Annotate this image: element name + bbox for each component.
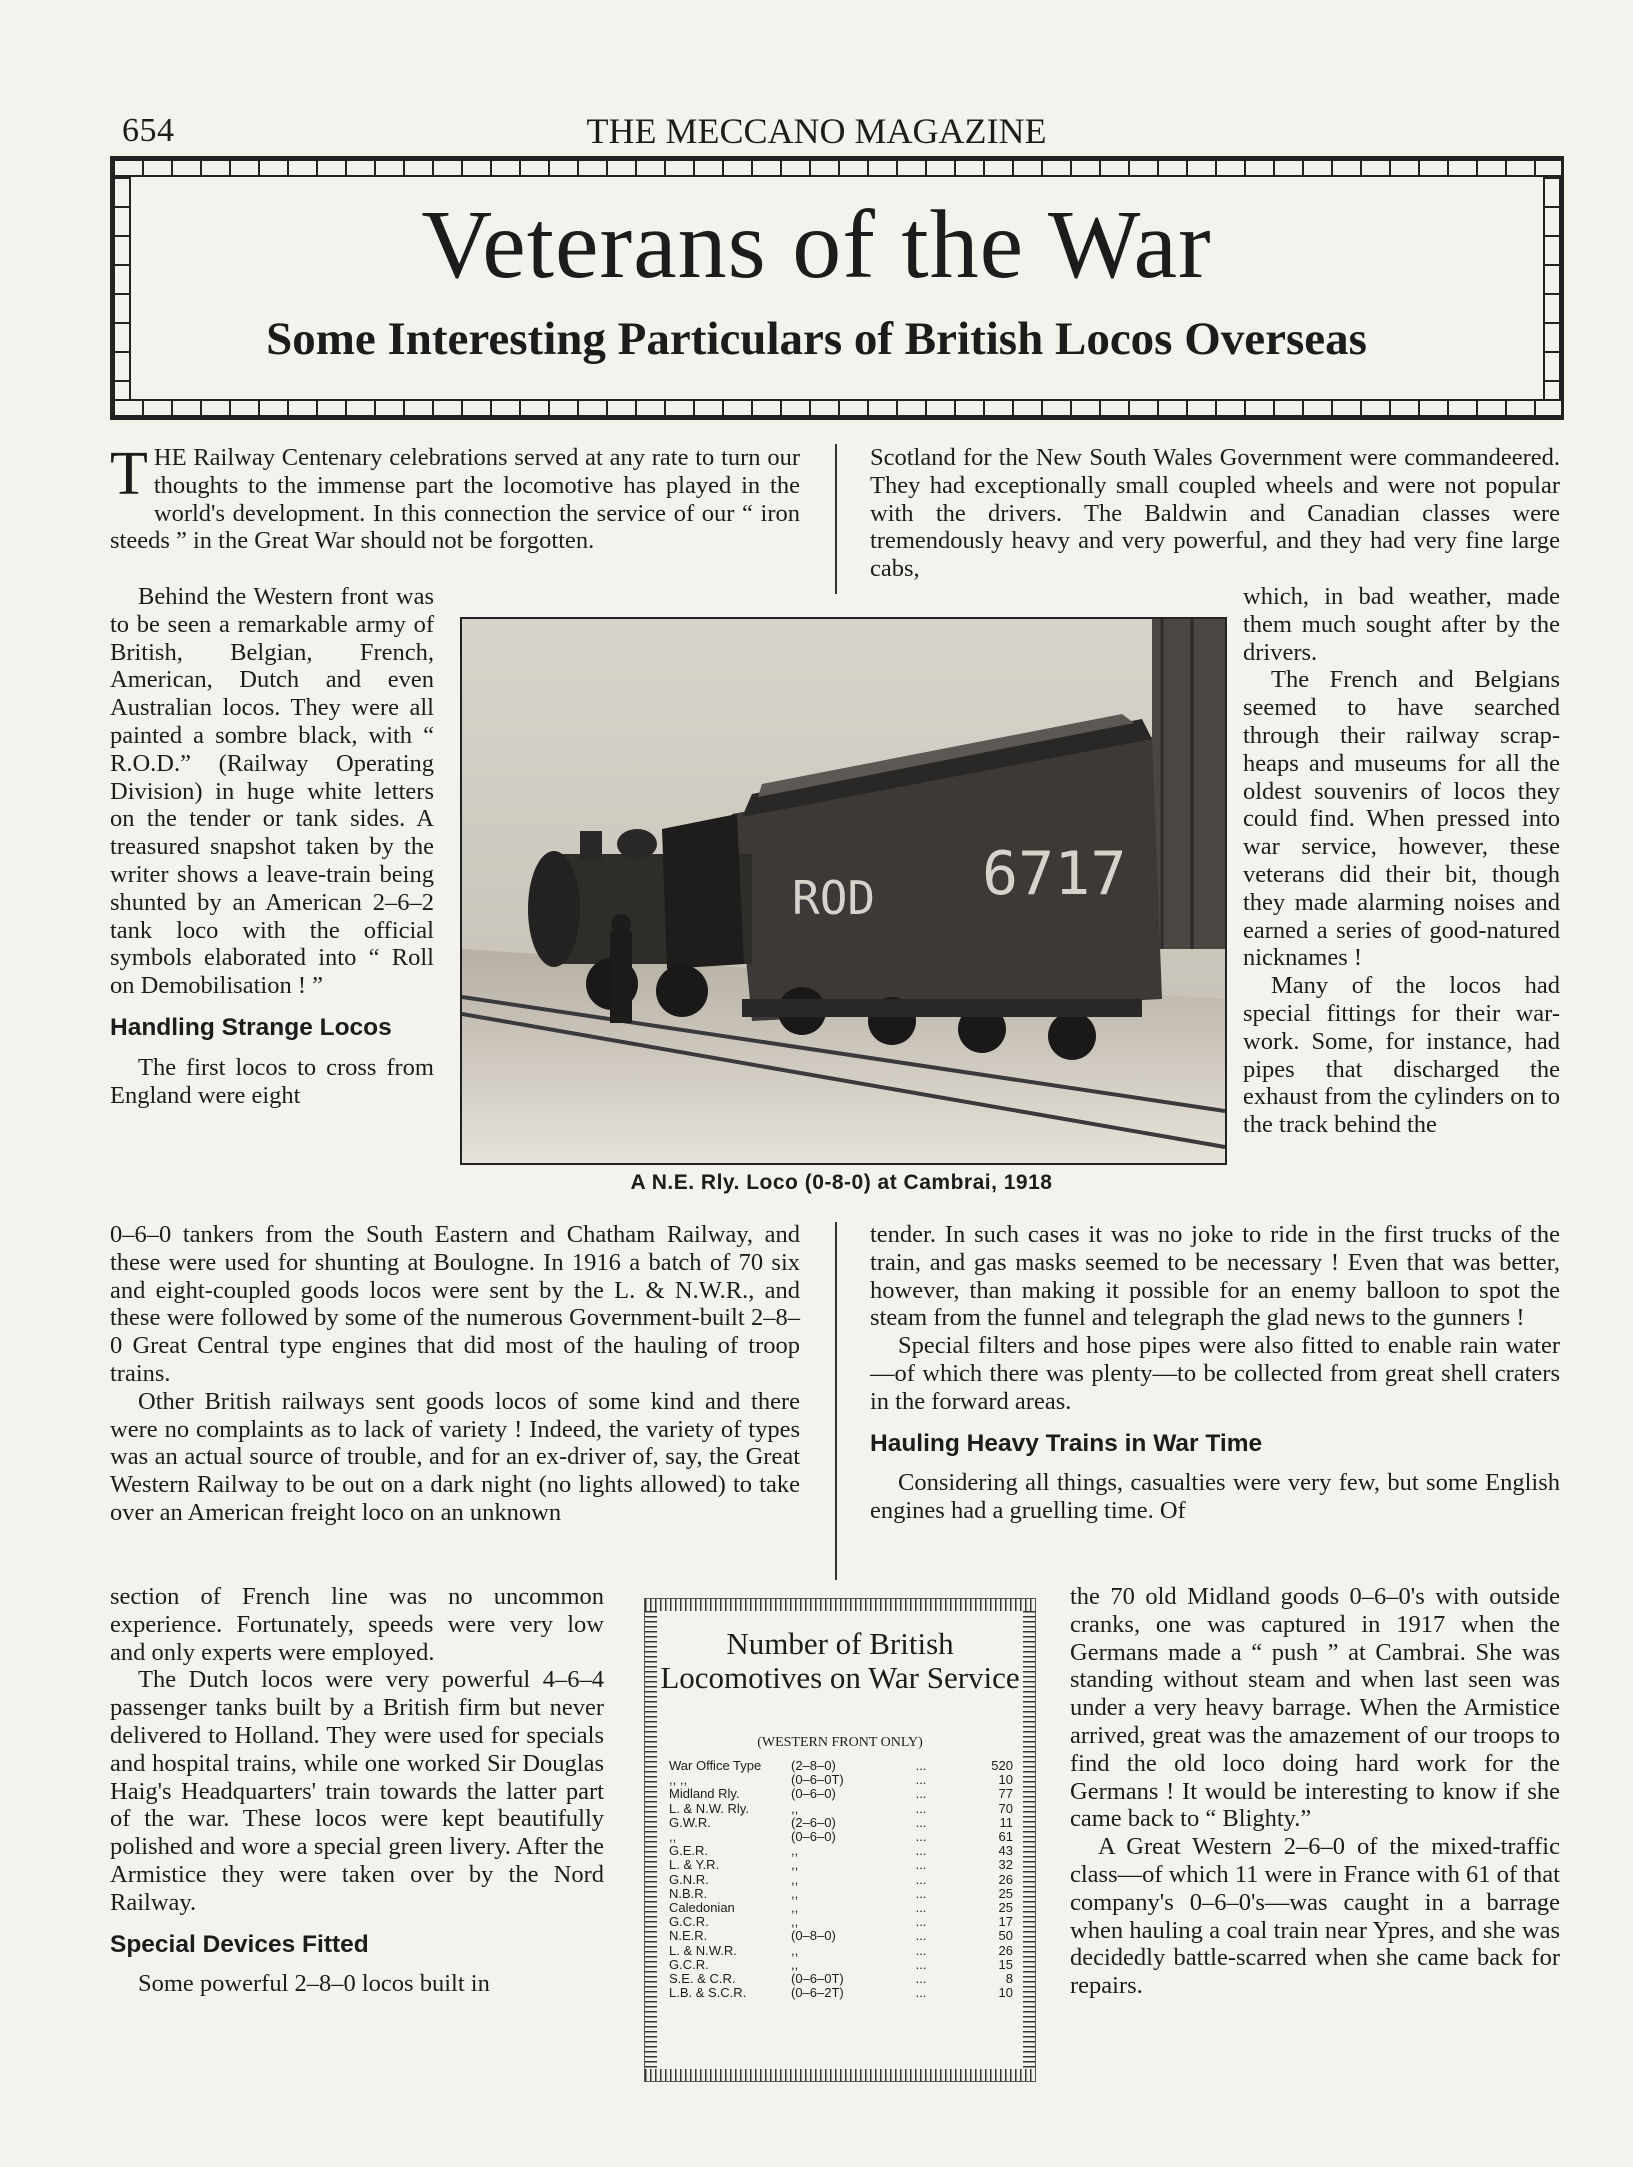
railway-cell: Midland Rly. xyxy=(669,1786,740,1802)
count-cell: 26 xyxy=(998,1942,1013,1958)
table-row xyxy=(669,1958,1013,1972)
railway-cell: Caledonian xyxy=(669,1900,735,1916)
type-cell: ,, xyxy=(791,1885,799,1901)
railway-cell: L. & N.W.R. xyxy=(669,1942,737,1958)
count-cell: 25 xyxy=(998,1885,1013,1901)
table-row xyxy=(669,1787,1013,1801)
paragraph-text: HE Railway Centenary celebrations served at any rate to turn our thoughts to the immense part the locomotive has played in the world's development. In this connection the service of our “ iron steeds ” in the Great War should not be forgotten. xyxy=(110,444,800,555)
dots-cell: ... xyxy=(915,1871,927,1887)
railway-cell: ,, xyxy=(669,1829,677,1845)
railway-cell: L. & N.W. Rly. xyxy=(669,1800,749,1816)
magazine-title: THE MECCANO MAGAZINE xyxy=(586,111,1047,151)
table-row xyxy=(669,1830,1013,1844)
paragraph: Scotland for the New South Wales Government were commandeered. They had exceptionally small coupled wheels and were not popular with the drivers. The Baldwin and Canadian classes were tremendously heavy and very powerful, and they had very fine large cabs, xyxy=(870,444,1560,583)
dots-cell: ... xyxy=(915,1814,927,1830)
railway-cell: ,, ,, xyxy=(669,1772,688,1788)
type-cell: ,, xyxy=(791,1843,799,1859)
locomotive-count-table xyxy=(669,1759,1013,2000)
railway-cell: G.C.R. xyxy=(669,1956,709,1972)
type-cell: ,, xyxy=(791,1914,799,1930)
count-cell: 43 xyxy=(998,1843,1013,1859)
subheading-hauling-heavy-trains: Hauling Heavy Trains in War Time xyxy=(870,1429,1263,1457)
dots-cell: ... xyxy=(915,1829,927,1845)
count-cell: 520 xyxy=(991,1758,1013,1773)
dots-cell: ... xyxy=(915,1971,927,1987)
table-row xyxy=(669,1944,1013,1958)
column-2-beside-photo xyxy=(1243,583,1560,1139)
paragraph: Special filters and hose pipes were also fitted to enable rain water—of which there was plenty—to be collected from great shell craters in the forward areas. xyxy=(870,1332,1560,1415)
dots-cell: ... xyxy=(915,1800,927,1816)
count-cell: 61 xyxy=(998,1829,1013,1845)
frame-border-top xyxy=(113,159,1561,177)
dots-cell: ... xyxy=(915,1843,927,1859)
table-row xyxy=(669,1858,1013,1872)
table-row xyxy=(669,1972,1013,1986)
railway-cell: L. & Y.R. xyxy=(669,1857,720,1873)
paragraph: The Dutch locos were very powerful 4–6–4 passenger tanks built by a British firm but never delivered to Holland. They were used for specials and hospital trains, while one worked Sir Douglas Haig's Headquarters' train towards the latter part of the war. These locos were kept beautifully polished and wore a special green livery. After the Armistice they were taken over by the Nord Railway. xyxy=(110,1666,604,1916)
count-cell: 26 xyxy=(998,1871,1013,1887)
table-row xyxy=(669,1816,1013,1830)
count-cell: 50 xyxy=(998,1928,1013,1944)
railway-cell: L.B. & S.C.R. xyxy=(669,1985,747,2001)
subheading-special-devices: Special Devices Fitted xyxy=(110,1930,369,1958)
box-border-bottom xyxy=(645,2069,1035,2081)
table-row xyxy=(669,1773,1013,1787)
type-cell: (0–6–0T) xyxy=(791,1971,844,1987)
railway-cell: G.W.R. xyxy=(669,1814,711,1830)
table-row xyxy=(669,1915,1013,1929)
dots-cell: ... xyxy=(915,1928,927,1944)
drop-cap: T xyxy=(110,440,148,508)
count-cell: 32 xyxy=(998,1857,1013,1873)
table-row xyxy=(669,1802,1013,1816)
table-title: Number of British Locomotives on War Service xyxy=(660,1626,1020,1695)
paragraph: the 70 old Midland goods 0–6–0's with outside cranks, one was captured in 1917 when the Germans made a “ push ” at Cambrai. She was standing without steam and when last seen was under a very heavy barrage. When the Armistice arrived, great was the amazement of our troops to find the old loco doing hard work for the Germans ! It would be interesting to know if she came back to “ Blighty.” xyxy=(1070,1583,1560,1833)
railway-cell: G.C.R. xyxy=(669,1914,709,1930)
subheading-handling-strange-locos: Handling Strange Locos xyxy=(110,1013,392,1041)
table-row xyxy=(669,1873,1013,1887)
count-cell: 10 xyxy=(998,1772,1013,1788)
railway-cell: War Office Type xyxy=(669,1758,762,1773)
railway-cell: S.E. & C.R. xyxy=(669,1971,736,1987)
dots-cell: ... xyxy=(915,1786,927,1802)
table-row xyxy=(669,1929,1013,1943)
paragraph: The French and Belgians seemed to have searched through their railway scrap-heaps and museums for all the oldest souvenirs of locos they could find. When pressed into war service, however, these veterans did their bit, though they made alarming noises and earned a series of good-natured nicknames ! xyxy=(1243,666,1560,972)
paragraph: section of French line was no uncommon experience. Fortunately, speeds were very low and only experts were employed. xyxy=(110,1583,604,1666)
type-cell: ,, xyxy=(791,1871,799,1887)
box-border-top xyxy=(645,1599,1035,1611)
table-row xyxy=(669,1844,1013,1858)
type-cell: ,, xyxy=(791,1956,799,1972)
locomotive-count-table-box xyxy=(644,1598,1036,2082)
paragraph: Behind the Western front was to be seen a remarkable army of British, Belgian, French, American, Dutch and even Australian locos. They were all painted a sombre black, with “ R.O.D.” (Railway Operating Division) in huge white letters on the tender or tank sides. A treasured snapshot taken by the writer shows a leave-train being shunted by an American 2–6–2 tank loco with the official symbols elaborated into “ Roll on Demobilisation ! ” xyxy=(110,583,434,1000)
type-cell: (0–8–0) xyxy=(791,1928,836,1944)
column-divider xyxy=(835,1222,837,1580)
column-1-below-photo xyxy=(110,1221,800,1527)
type-cell: (0–6–0T) xyxy=(791,1772,844,1788)
count-cell: 8 xyxy=(1005,1971,1013,1987)
count-cell: 10 xyxy=(998,1985,1013,2001)
column-divider xyxy=(835,444,837,594)
locomotive-illustration xyxy=(462,619,1225,1163)
type-cell: ,, xyxy=(791,1942,799,1958)
count-cell: 77 xyxy=(998,1786,1013,1802)
dots-cell: ... xyxy=(915,1857,927,1873)
column-2-intro xyxy=(870,444,1560,583)
column-1-intro xyxy=(110,440,800,555)
dots-cell: ... xyxy=(915,1772,927,1788)
table-subtitle: (WESTERN FRONT ONLY) xyxy=(757,1735,923,1750)
count-cell: 11 xyxy=(999,1814,1013,1830)
dots-cell: ... xyxy=(915,1900,927,1916)
column-1-beside-photo xyxy=(110,583,434,1109)
count-cell: 15 xyxy=(998,1956,1013,1972)
railway-cell: N.E.R. xyxy=(669,1928,708,1944)
dots-cell: ... xyxy=(915,1885,927,1901)
type-cell: (0–6–0) xyxy=(791,1829,836,1845)
page-number: 654 xyxy=(122,112,175,149)
column-1-beside-table xyxy=(110,1583,604,1998)
dots-cell: ... xyxy=(915,1985,927,2001)
type-cell: (0–6–0) xyxy=(791,1786,836,1802)
paragraph: which, in bad weather, made them much sought after by the drivers. xyxy=(1243,583,1560,666)
tender-number: 6717 xyxy=(982,839,1127,909)
column-2-below-photo xyxy=(870,1221,1560,1525)
dots-cell: ... xyxy=(915,1758,927,1773)
type-cell: (0–6–2T) xyxy=(791,1985,844,2001)
table-row xyxy=(669,1901,1013,1915)
paragraph: The first locos to cross from England were eight xyxy=(110,1053,434,1109)
paragraph: 0–6–0 tankers from the South Eastern and Chatham Railway, and these were used for shunting at Boulogne. In 1916 a batch of 70 six and eight-coupled goods locos were sent by the L. & N.W.R., and these were followed by some of the numerous Government-built 2–8–0 Great Central type engines that did most of the hauling of troop trains. xyxy=(110,1221,800,1387)
type-cell: ,, xyxy=(791,1857,799,1873)
dots-cell: ... xyxy=(915,1956,927,1972)
locomotive-photo xyxy=(460,617,1227,1165)
box-border-left xyxy=(645,1611,657,2069)
intro-paragraph xyxy=(110,440,800,555)
dots-cell: ... xyxy=(915,1914,927,1930)
paragraph: Other British railways sent goods locos of some kind and there were no complaints as to lack of variety ! Indeed, the variety of types was an actual source of trouble, and for an ex-driver of, say, the Great Western Railway to be out on a dark night (no lights allowed) to take over an American freight loco on an unknown xyxy=(110,1387,800,1526)
type-cell: ,, xyxy=(791,1900,799,1916)
railway-cell: N.B.R. xyxy=(669,1885,708,1901)
count-cell: 17 xyxy=(998,1914,1013,1930)
paragraph: Many of the locos had special fittings for their war-work. Some, for instance, had pipes that discharged the exhaust from the cylinders on to the track behind the xyxy=(1243,972,1560,1139)
paragraph: tender. In such cases it was no joke to ride in the first trucks of the train, and gas masks seemed to be necessary ! Even that was better, however, than making it possible for an enemy balloon to spot the steam from the funnel and telegraph the glad news to the gunners ! xyxy=(870,1221,1560,1332)
paragraph: Considering all things, casualties were very few, but some English engines had a gruelling time. Of xyxy=(870,1469,1560,1525)
table-row xyxy=(669,1887,1013,1901)
dots-cell: ... xyxy=(915,1942,927,1958)
paragraph: A Great Western 2–6–0 of the mixed-traffic class—of which 11 were in France with 61 of that company's 0–6–0's—was caught in a barrage when hauling a coal train near Ypres, and she was decidedly battle-scarred when she came back for repairs. xyxy=(1070,1833,1560,2000)
railway-cell: G.N.R. xyxy=(669,1871,709,1887)
box-border-right xyxy=(1023,1611,1035,2069)
column-2-beside-table xyxy=(1070,1583,1560,2000)
table-row xyxy=(669,1986,1013,2000)
count-cell: 70 xyxy=(998,1800,1013,1816)
type-cell: (2–6–0) xyxy=(791,1814,836,1830)
tender-lettering: ROD xyxy=(792,871,876,925)
article-title: Veterans of the War xyxy=(421,191,1212,299)
article-subtitle: Some Interesting Particulars of British Locos Overseas xyxy=(266,313,1367,365)
frame-border-bottom xyxy=(113,399,1561,417)
paragraph: Some powerful 2–8–0 locos built in xyxy=(138,1970,490,1998)
type-cell: ,, xyxy=(791,1800,799,1816)
type-cell: (2–8–0) xyxy=(791,1758,836,1773)
count-cell: 25 xyxy=(998,1900,1013,1916)
table-row xyxy=(669,1759,1013,1773)
photo-caption: A N.E. Rly. Loco (0-8-0) at Cambrai, 1918 xyxy=(630,1171,1053,1194)
railway-cell: G.E.R. xyxy=(669,1843,709,1859)
